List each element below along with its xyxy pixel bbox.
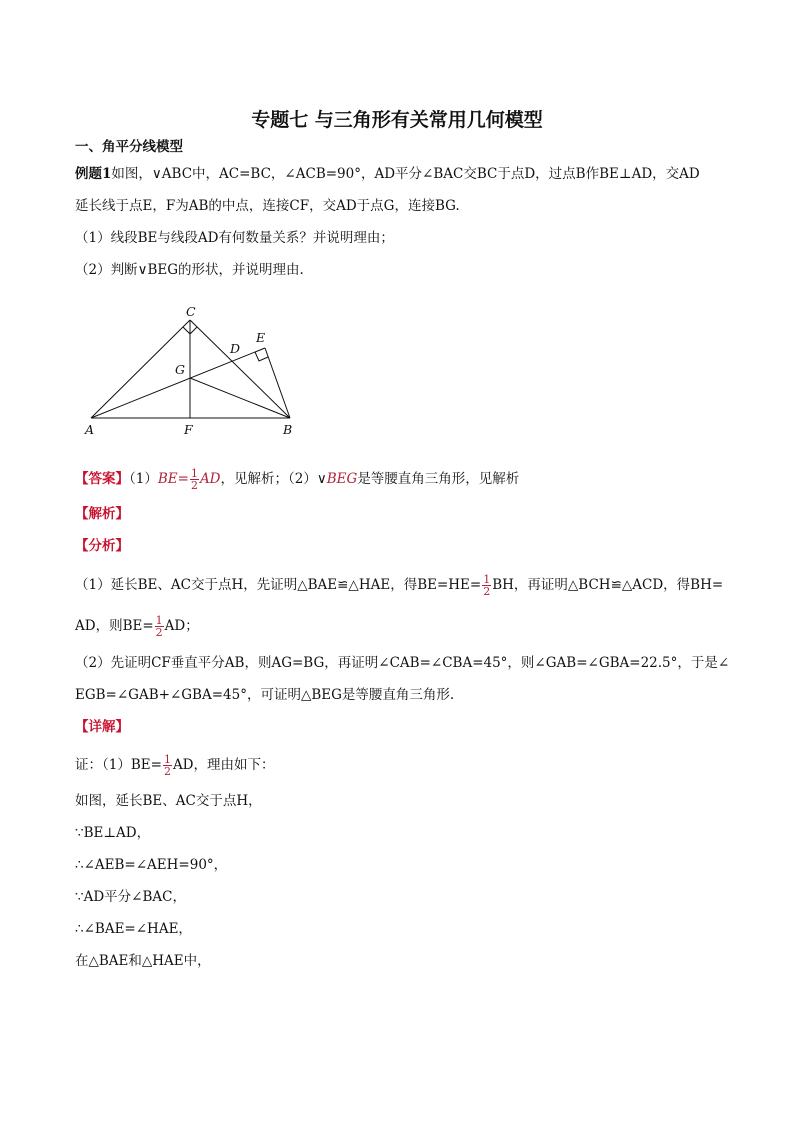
answer-p1: （1） (129, 471, 158, 487)
fenxi-line-1 (75, 574, 723, 597)
detail-l1b: AD，理由如下： (172, 757, 275, 773)
answer-tag: 【答案】 (75, 471, 129, 487)
answer-eq: = (177, 471, 189, 487)
fraction-numerator: 1 (483, 573, 491, 586)
detail-line-3: ∵BE⊥AD， (75, 825, 151, 841)
question-1: （1）线段BE与线段AD有何数量关系？并说明理由； (75, 230, 394, 246)
label-b: B (283, 422, 293, 437)
fraction-denominator: 2 (190, 479, 198, 492)
fraction-numerator: 1 (155, 614, 163, 627)
detail-line-4: ∴∠AEB=∠AEH=90°， (75, 857, 228, 873)
fenxi-fraction-1 (482, 574, 491, 597)
geometry-figure (80, 296, 310, 446)
detail-fraction (163, 754, 172, 777)
example-label: 例题1 (75, 166, 112, 182)
detail-line-6: ∴∠BAE=∠HAE， (75, 921, 192, 937)
answer-p3: 是等腰直角三角形，见解析 (357, 471, 520, 487)
analysis-tag: 【解析】 (75, 506, 129, 522)
fenxi-line-3: （2）先证明CF垂直平分AB，则AG=BG，再证明∠CAB=∠CBA=45°，则∠GAB=∠GBA=22.5°，于是∠ (75, 655, 730, 671)
fenxi-l2b: AD； (164, 618, 199, 634)
segment-eb (265, 348, 290, 418)
page-title: 专题七 与三角形有关常用几何模型 (251, 109, 543, 131)
example-text-1: 如图，∨ABC中，AC=BC，∠ACB=90°，AD平分∠BAC交BC于点D，过点B作BE⊥AD，交AD (111, 166, 700, 182)
segment-ae (91, 348, 265, 418)
fenxi-line-4: EGB=∠GAB+∠GBA=45°，可证明△BEG是等腰直角三角形. (75, 687, 455, 703)
answer-be: BE (157, 471, 178, 487)
fraction-numerator: 1 (163, 753, 171, 766)
answer-p2: ，见解析；（2）∨ (220, 471, 327, 487)
example-line-1 (75, 165, 700, 183)
label-e: E (256, 330, 266, 345)
detail-line-7: 在△BAE和△HAE中， (75, 953, 211, 969)
segment-bc (190, 320, 290, 418)
label-f: F (184, 422, 193, 437)
fenxi-line-2 (75, 615, 199, 638)
right-angle-e (255, 352, 268, 361)
answer-fraction (190, 468, 199, 491)
detail-line-2: 如图，延长BE、AC交于点H， (75, 793, 262, 809)
fenxi-l1b: BH，再证明△BCH≌△ACD，得BH= (492, 577, 724, 593)
fenxi-l1a: （1）延长BE、AC交于点H，先证明△BAE≌△HAE，得BE=HE= (75, 577, 482, 593)
label-d: D (230, 341, 241, 356)
label-c: C (186, 304, 196, 319)
section-heading: 一、角平分线模型 (75, 139, 183, 155)
fenxi-fraction-2 (155, 615, 164, 638)
detail-line-1 (75, 754, 275, 777)
answer-beg: BEG (326, 471, 358, 487)
detail-l1a: 证：（1）BE= (75, 757, 162, 773)
detail-line-5: ∵AD平分∠BAC， (75, 889, 186, 905)
segment-gb (190, 378, 290, 418)
fraction-numerator: 1 (190, 467, 198, 480)
label-a: A (85, 422, 95, 437)
detail-tag: 【详解】 (75, 719, 129, 735)
fraction-denominator: 2 (163, 765, 171, 778)
question-2: （2）判断∨BEG的形状，并说明理由. (75, 262, 304, 278)
label-g: G (175, 362, 185, 377)
fenxi-tag: 【分析】 (75, 538, 129, 554)
answer-ad: AD (199, 471, 221, 487)
answer-line (75, 468, 519, 491)
fraction-denominator: 2 (483, 585, 491, 598)
fenxi-l2a: AD，则BE= (75, 618, 154, 634)
example-line-2: 延长线于点E，F为AB的中点，连接CF，交AD于点G，连接BG. (75, 198, 460, 214)
fraction-denominator: 2 (155, 626, 163, 639)
